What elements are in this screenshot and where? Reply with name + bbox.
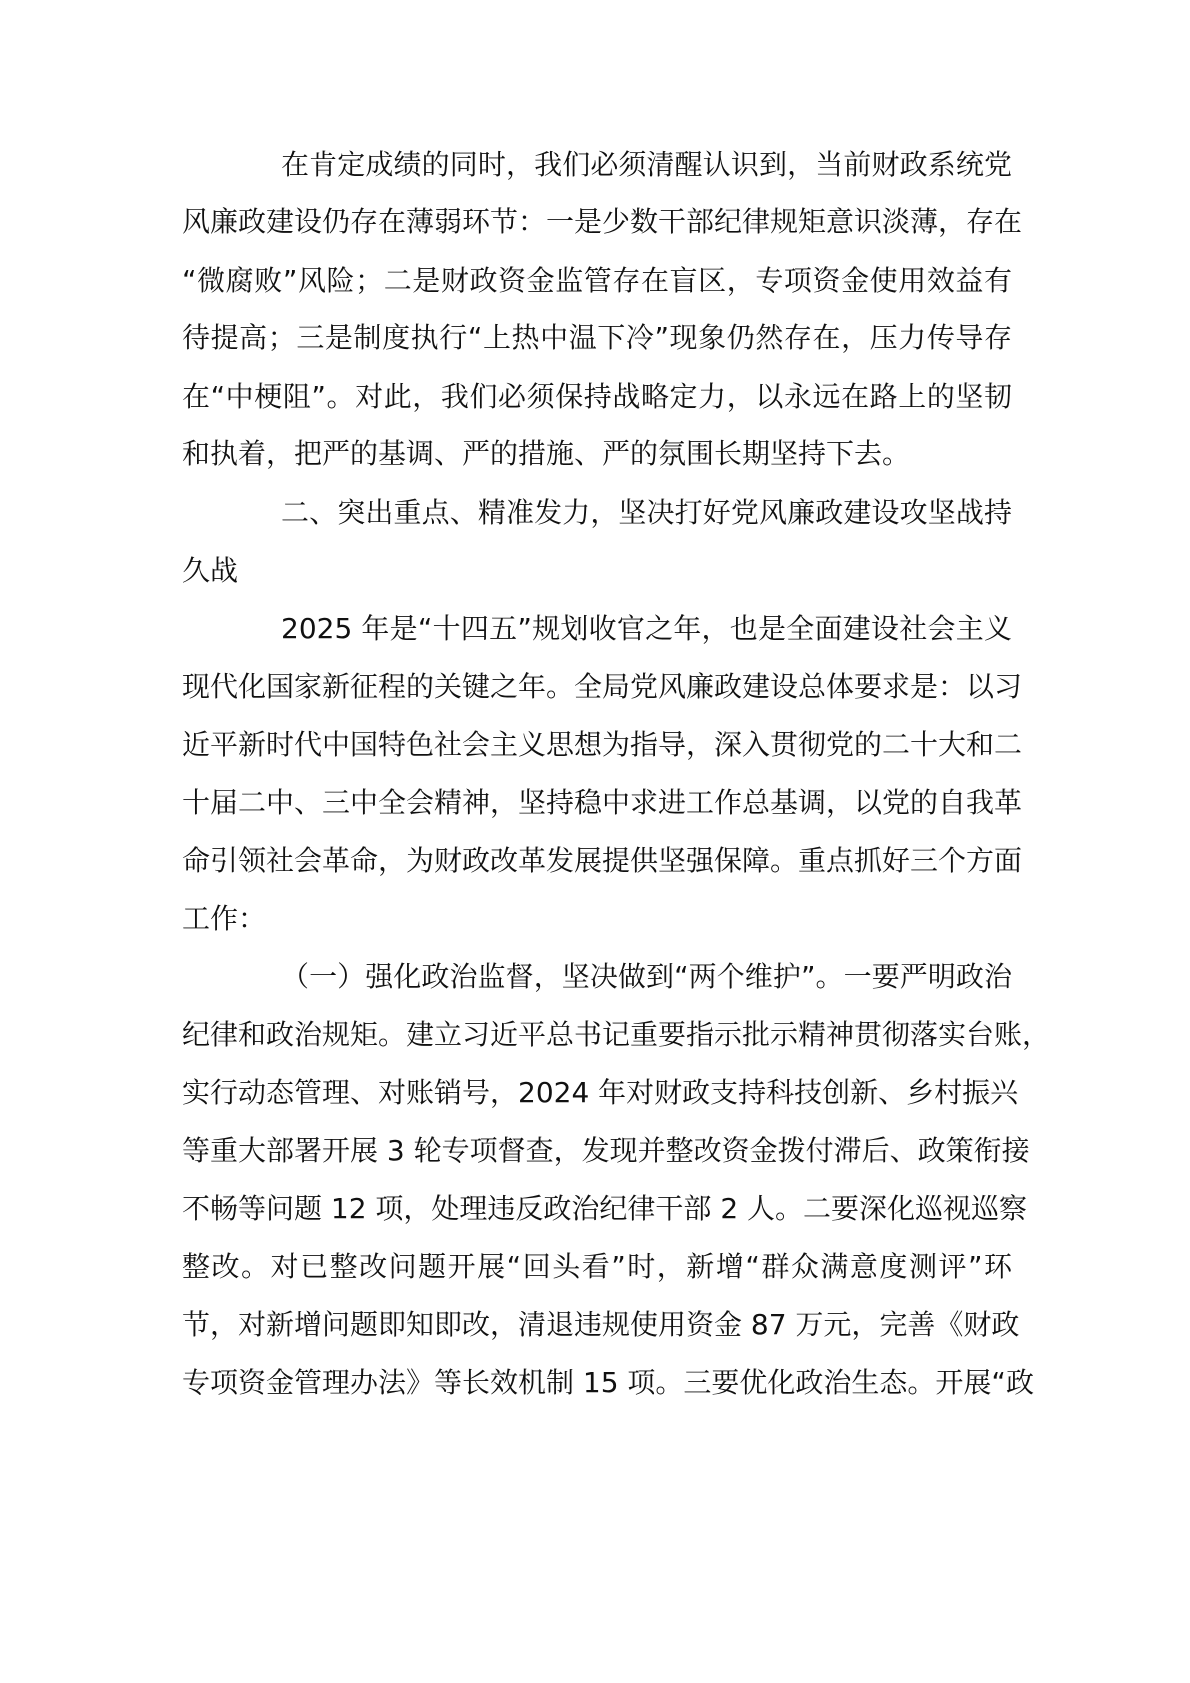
paragraph-1-line-4: 待提高；三是制度执行“上热中温下冷”现象仍然存在，压力传导存 [182, 321, 1012, 354]
paragraph-4-line-6: 整改。对已整改问题开展“回头看”时，新增“群众满意度测评”环 [182, 1250, 1012, 1283]
paragraph-4-line-5: 不畅等问题 12 项，处理违反政治纪律干部 2 人。二要深化巡视巡察 [182, 1192, 1028, 1225]
paragraph-3-line-4: 十届二中、三中全会精神，坚持稳中求进工作总基调，以党的自我革 [182, 786, 1023, 819]
paragraph-3-line-2: 现代化国家新征程的关键之年。全局党风廉政建设总体要求是：以习 [182, 670, 1023, 703]
paragraph-3-line-6: 工作： [182, 902, 267, 935]
paragraph-1-line-3: “微腐败”风险；二是财政资金监管存在盲区，专项资金使用效益有 [182, 264, 1012, 297]
paragraph-1-line-5: 在“中梗阻”。对此，我们必须保持战略定力，以永远在路上的坚韧 [182, 380, 1012, 413]
paragraph-4-line-7: 节，对新增问题即知即改，清退违规使用资金 87 万元，完善《财政 [182, 1308, 1020, 1341]
paragraph-3-line-1: 2025 年是“十四五”规划收官之年，也是全面建设社会主义 [281, 612, 1012, 645]
paragraph-3-line-5: 命引领社会革命，为财政改革发展提供坚强保障。重点抓好三个方面 [182, 844, 1023, 877]
paragraph-1-line-1: 在肯定成绩的同时，我们必须清醒认识到，当前财政系统党 [281, 148, 1012, 181]
paragraph-4-line-3: 实行动态管理、对账销号，2024 年对财政支持科技创新、乡村振兴 [182, 1076, 1019, 1109]
section-heading-line-1: 二、突出重点、精准发力，坚决打好党风廉政建设攻坚战持 [281, 496, 1012, 529]
paragraph-1-line-2: 风廉政建设仍存在薄弱环节：一是少数干部纪律规矩意识淡薄，存在 [182, 205, 1023, 238]
section-heading-line-2: 久战 [182, 554, 239, 587]
paragraph-1-line-6: 和执着，把严的基调、严的措施、严的氛围长期坚持下去。 [182, 437, 911, 470]
paragraph-4-line-4: 等重大部署开展 3 轮专项督查，发现并整改资金拨付滞后、政策衔接 [182, 1134, 1030, 1167]
paragraph-3-line-3: 近平新时代中国特色社会主义思想为指导，深入贯彻党的二十大和二 [182, 728, 1023, 761]
paragraph-4-line-2: 纪律和政治规矩。建立习近平总书记重要指示批示精神贯彻落实台账， [182, 1018, 1051, 1051]
paragraph-4-line-1: （一）强化政治监督，坚决做到“两个维护”。一要严明政治 [281, 960, 1012, 993]
paragraph-4-line-8: 专项资金管理办法》等长效机制 15 项。三要优化政治生态。开展“政 [182, 1366, 1034, 1399]
